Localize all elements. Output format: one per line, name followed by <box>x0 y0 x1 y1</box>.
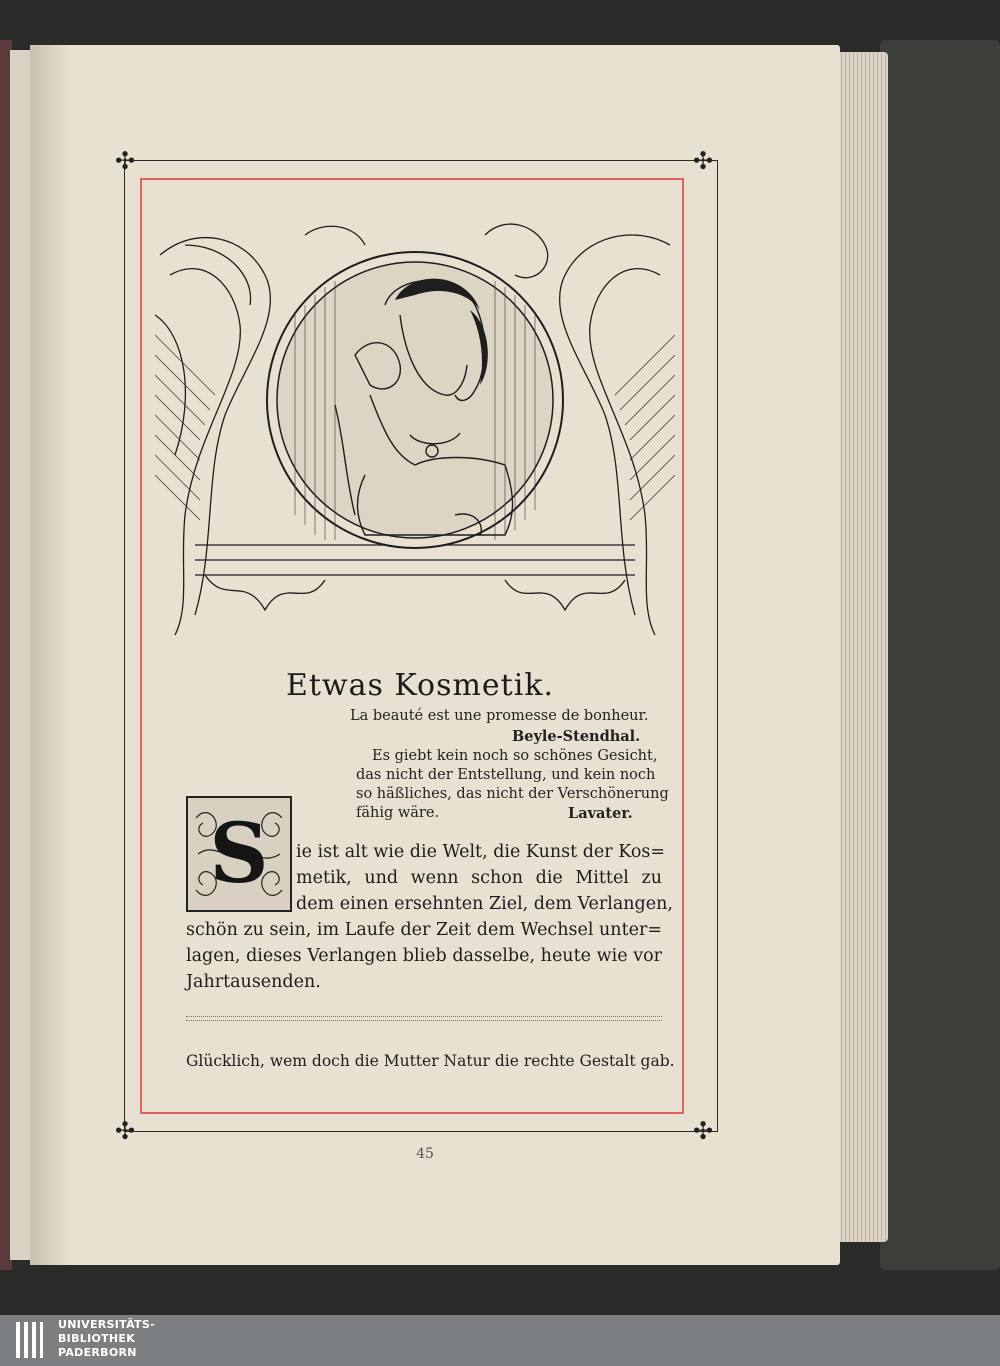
university-library-logo-text <box>58 1318 178 1360</box>
epigraph-german-line: so häßliches, das nicht der Verschönerung <box>356 786 669 802</box>
epigraph-german-line: das nicht der Entstellung, und kein noch <box>356 767 656 783</box>
epigraph-german-line: Es giebt kein noch so schönes Gesicht, <box>372 748 658 764</box>
body-text-line: metik, und wenn schon die Mittel zu <box>296 868 662 888</box>
chapter-title: Etwas Kosmetik. <box>285 668 555 703</box>
epigraph-german-line: fähig wäre. <box>356 805 440 821</box>
epigraph-german-author: Lavater. <box>568 805 633 822</box>
ornament-cross-icon: ✣ <box>692 147 714 175</box>
page-number: 45 <box>416 1146 434 1162</box>
dropcap-initial <box>186 796 292 912</box>
body-text-line: ie ist alt wie die Welt, die Kunst der Kos= <box>296 842 665 862</box>
body-text-line: schön zu sein, im Laufe der Zeit dem Wechsel unter= <box>186 920 662 940</box>
logo-line: UNIVERSITÄTS- <box>58 1318 155 1331</box>
body-text-line: Jahrtausenden. <box>186 972 321 992</box>
ornament-cross-icon: ✣ <box>114 1117 136 1145</box>
book-cover-right <box>880 40 1000 1270</box>
logo-line: BIBLIOTHEK <box>58 1332 136 1345</box>
logo-line: PADERBORN <box>58 1346 137 1359</box>
ornament-cross-icon: ✣ <box>692 1117 714 1145</box>
epigraph-french: La beauté est une promesse de bonheur. <box>350 708 649 724</box>
page-gutter-shadow <box>30 45 70 1265</box>
ornament-cross-icon: ✣ <box>114 147 136 175</box>
dotted-divider <box>186 1016 662 1021</box>
engraved-illustration <box>155 215 675 640</box>
closing-motto: Glücklich, wem doch die Mutter Natur die rechte Gestalt gab. <box>186 1052 675 1070</box>
body-text-line: lagen, dieses Verlangen blieb dasselbe, heute wie vor <box>186 946 662 966</box>
dropcap-letter: S <box>209 806 269 902</box>
epigraph-french-author: Beyle-Stendhal. <box>512 728 641 745</box>
university-logo-icon <box>14 1320 44 1360</box>
body-text-line: dem einen ersehnten Ziel, dem Verlangen, <box>296 894 673 914</box>
